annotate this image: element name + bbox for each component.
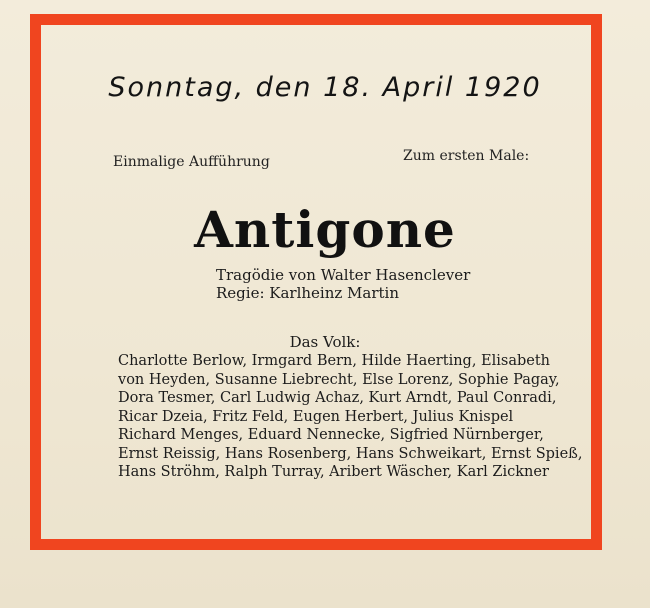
premiere-note: Zum ersten Male: [403, 148, 530, 164]
cast-line: Charlotte Berlow, Irmgard Bern, Hilde Haerting, Elisabeth [118, 353, 551, 369]
cast-line: Richard Menges, Eduard Nennecke, Sigfried Nürnberger, [118, 427, 544, 443]
cast-line: Ernst Reissig, Hans Rosenberg, Hans Schweikart, Ernst Spieß, [118, 445, 583, 462]
play-title: Antigone [194, 200, 456, 259]
cast-line: von Heyden, Susanne Liebrecht, Else Lorenz, Sophie Pagay, [118, 371, 560, 388]
performance-date: Sonntag, den 18. April 1920 [108, 72, 542, 103]
cast-line: Ricar Dzeia, Fritz Feld, Eugen Herbert, Julius Knispel [118, 408, 514, 425]
cast-line: Dora Tesmer, Carl Ludwig Achaz, Kurt Arndt, Paul Conradi, [118, 390, 557, 406]
director-line: Regie: Karlheinz Martin [216, 284, 400, 302]
single-performance-note: Einmalige Aufführung [113, 154, 270, 170]
cast-list [118, 352, 583, 482]
author-line: Tragödie von Walter Hasenclever [216, 266, 471, 284]
credits [216, 266, 470, 302]
cast-line: Hans Ströhm, Ralph Turray, Aribert Wäscher, Karl Zickner [118, 464, 549, 480]
cast-heading: Das Volk: [289, 333, 361, 351]
